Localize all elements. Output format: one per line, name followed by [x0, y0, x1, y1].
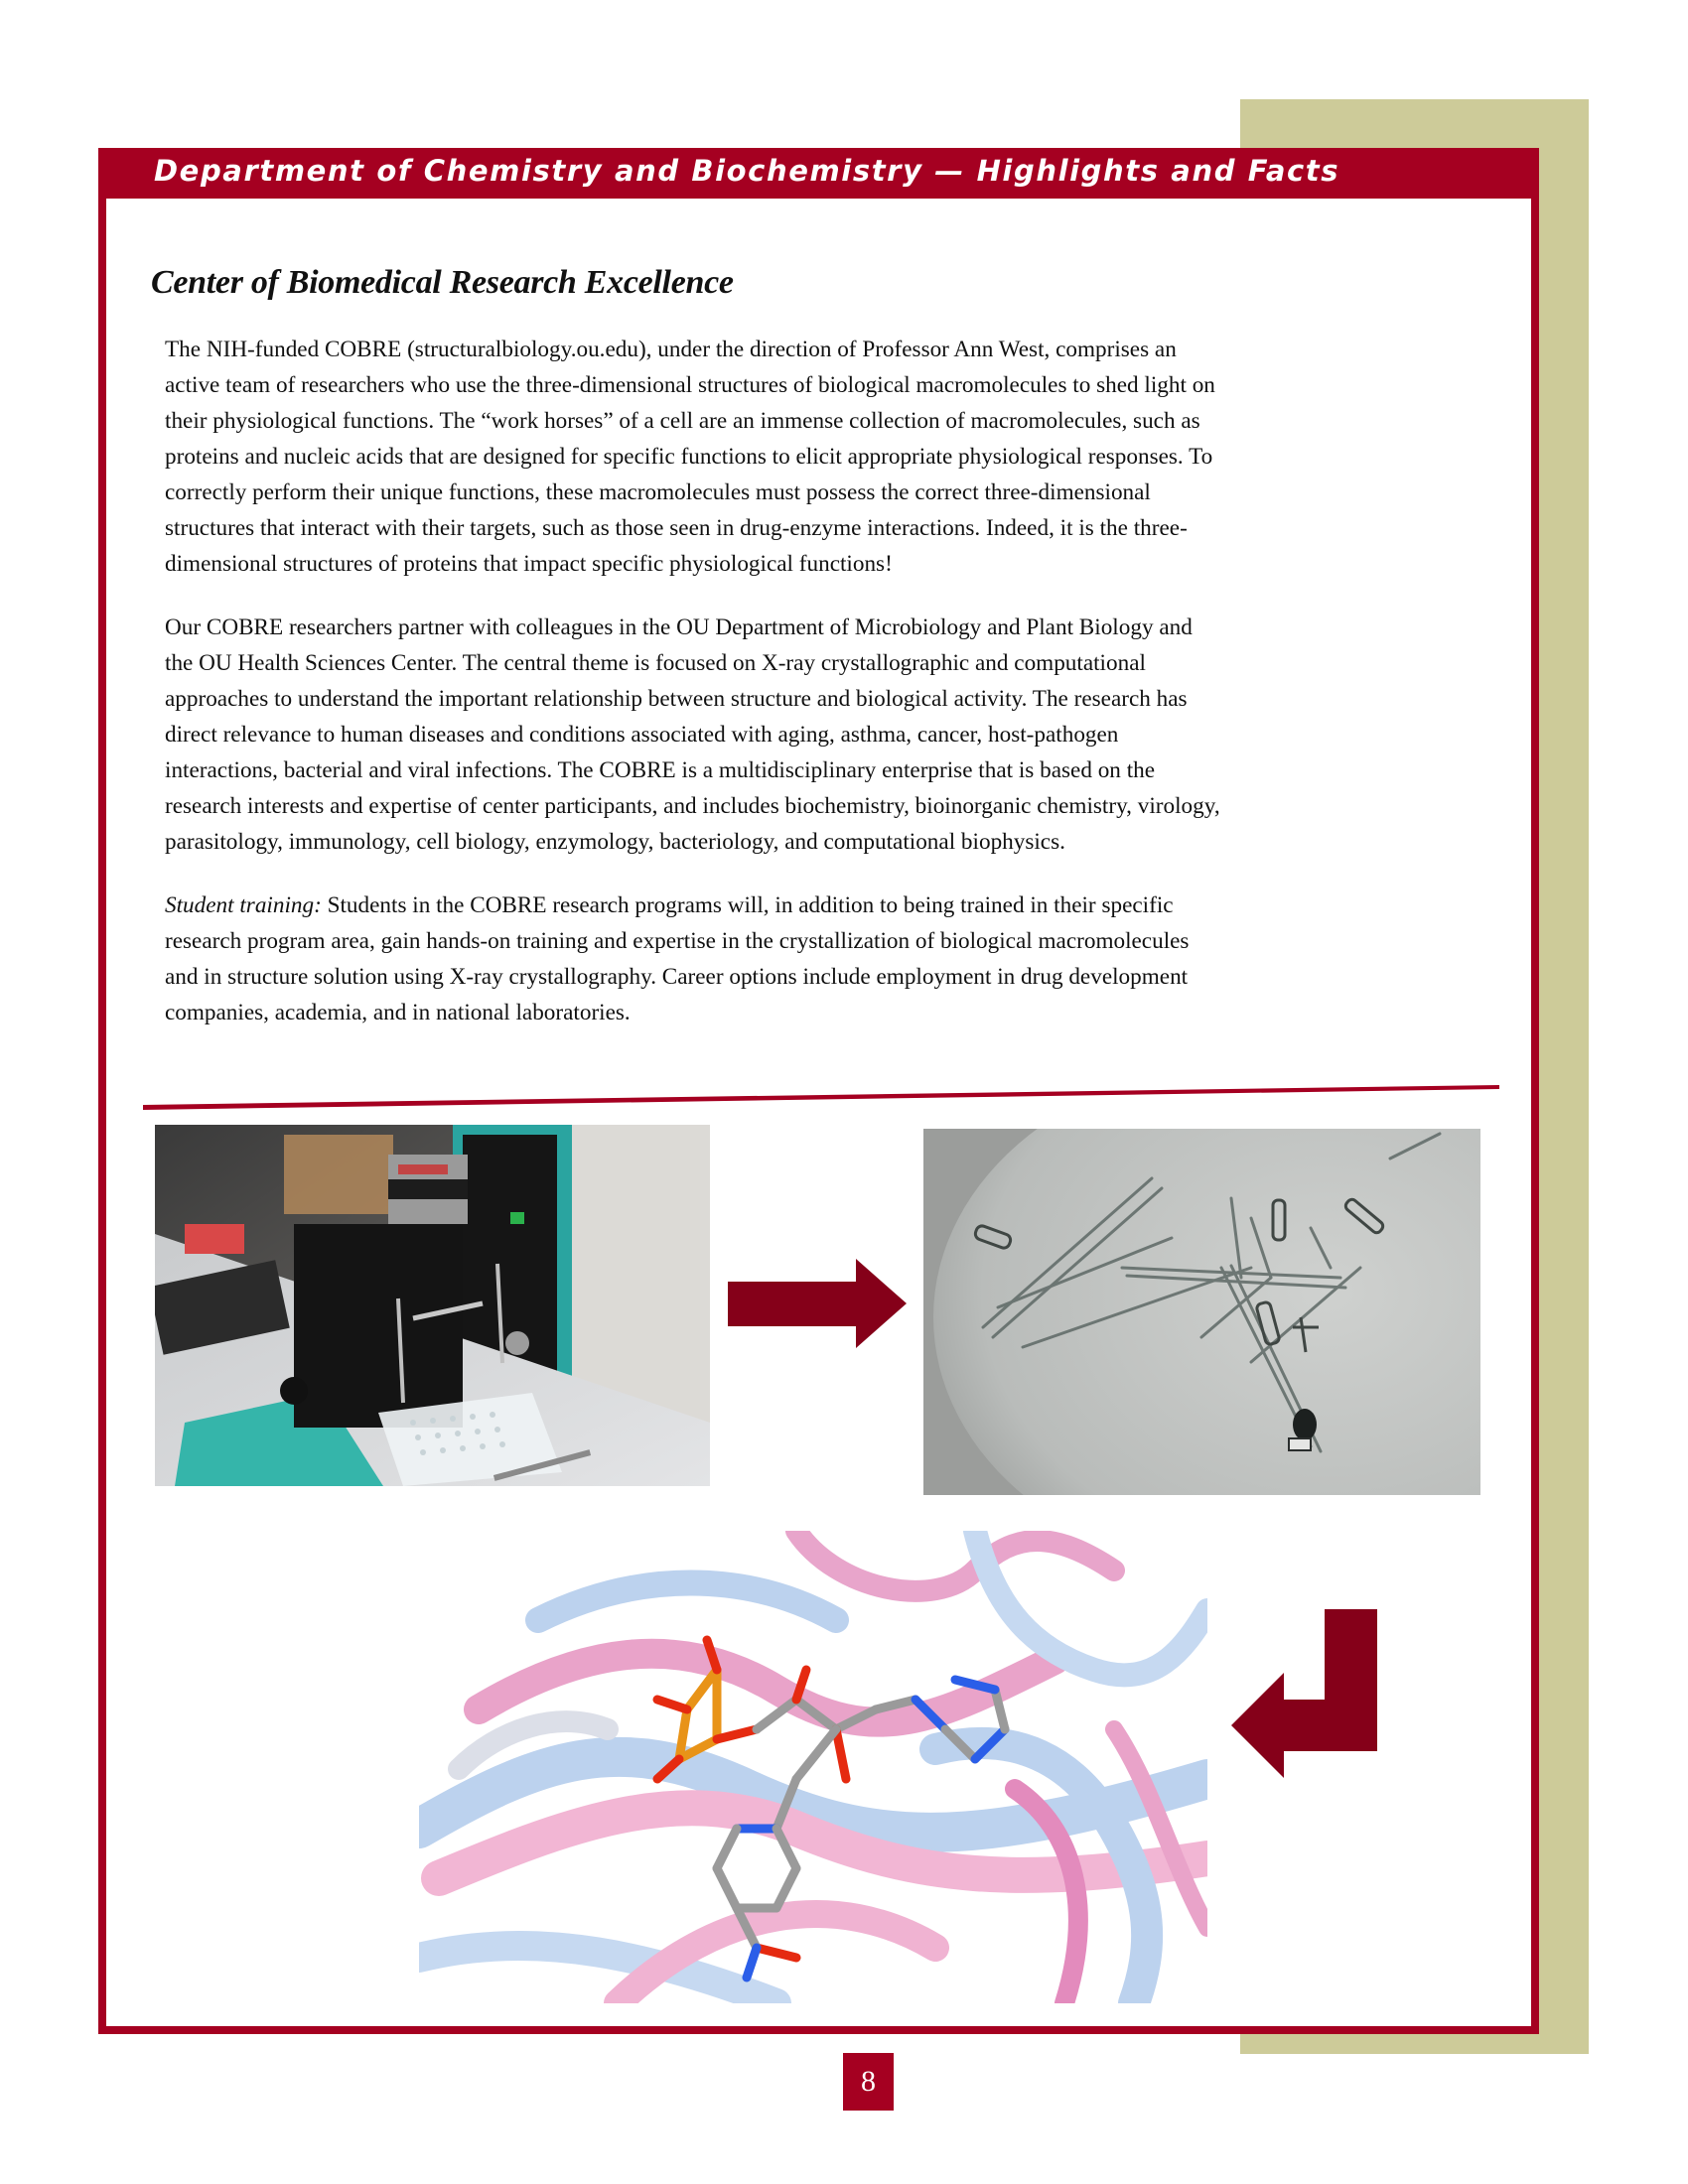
page-number-box	[843, 2053, 894, 2111]
header-title: Department of Chemistry and Biochemistry — Highlights and Facts	[154, 154, 1340, 188]
paragraph-overview	[165, 332, 1515, 582]
text-line: research interests and expertise of center participants, and includes biochemistry, bioinorganic chemistry, virology,	[165, 793, 1220, 819]
text-line: their physiological functions. The “work horses” of a cell are an immense collection of macromolecules, such as	[165, 408, 1200, 434]
text-line: proteins and nucleic acids that are designed for specific functions to elicit appropriate physiological responses. To	[165, 444, 1213, 470]
text-line	[165, 887, 1515, 923]
crystals-photo	[923, 1129, 1480, 1495]
robot-photo	[155, 1125, 710, 1486]
text-line: parasitology, immunology, cell biology, enzymology, bacteriology, and computational biophysics.	[165, 829, 1065, 855]
text-line: research program area, gain hands-on training and expertise in the crystallization of biological macromolecules	[165, 928, 1190, 954]
text-line: Our COBRE researchers partner with colleagues in the OU Department of Microbiology and Plant Biology and	[165, 614, 1193, 640]
text-line: approaches to understand the important relationship between structure and biological activity. The research has	[165, 686, 1188, 712]
text-line: interactions, bacterial and viral infections. The COBRE is a multidisciplinary enterprise that is based on the	[165, 757, 1156, 783]
text-line: correctly perform their unique functions, these macromolecules must possess the correct three-dimensional	[165, 479, 1151, 505]
text-line: companies, academia, and in national laboratories.	[165, 1000, 631, 1025]
arrow-bent-left-icon	[1231, 1609, 1378, 1779]
text-line-rest: Students in the COBRE research programs will, in addition to being trained in their specific	[321, 892, 1174, 918]
arrow-right-icon	[728, 1259, 907, 1348]
text-line: and in structure solution using X-ray crystallography. Career options include employment in drug development	[165, 964, 1189, 990]
text-line: dimensional structures of proteins that impact specific physiological functions!	[165, 551, 893, 577]
text-line: the OU Health Sciences Center. The central theme is focused on X-ray crystallographic and computational	[165, 650, 1146, 676]
paragraph-partners	[165, 610, 1515, 860]
page-number: 8	[861, 2065, 876, 2098]
paragraph-student-training	[165, 887, 1515, 1030]
text-line: structures that interact with their targets, such as those seen in drug-enzyme interactions. Indeed, it is the three-	[165, 515, 1188, 541]
student-training-label: Student training:	[165, 892, 322, 918]
text-line: The NIH-funded COBRE (structuralbiology.ou.edu), under the direction of Professor Ann West, comprises an	[165, 337, 1177, 362]
text-line: direct relevance to human diseases and conditions associated with aging, asthma, cancer, host-pathogen	[165, 722, 1119, 748]
protein-structure-photo	[419, 1531, 1207, 2003]
text-line: active team of researchers who use the three-dimensional structures of biological macromolecules to shed light on	[165, 372, 1215, 398]
section-title: Center of Biomedical Research Excellence	[151, 264, 734, 301]
